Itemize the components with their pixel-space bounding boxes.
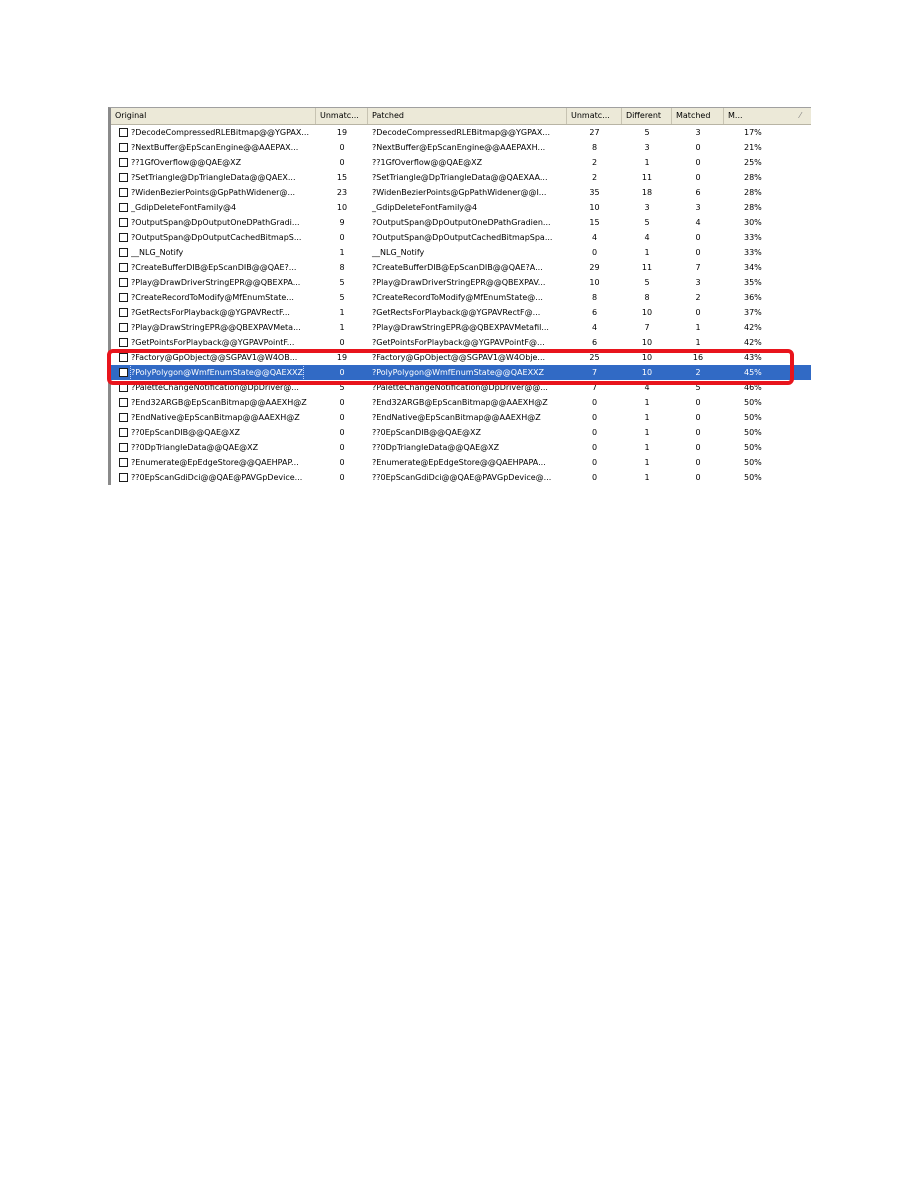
original-function-name: ?GetRectsForPlayback@@YGPAVRectF...: [131, 308, 290, 317]
patched-function-cell: ??1GfOverflow@@QAE@XZ: [372, 158, 483, 167]
original-function-name: ?PolyPolygon@WmfEnumState@@QAEXXZ: [131, 365, 303, 380]
row-checkbox[interactable]: [119, 293, 128, 302]
matched-cell: 0: [695, 233, 701, 242]
patched-function-cell: ?PolyPolygon@WmfEnumState@@QAEXXZ: [372, 368, 545, 377]
patched-function-cell: ?CreateBufferDIB@EpScanDIB@@QAE?A...: [372, 263, 543, 272]
original-function-name: ?OutputSpan@DpOutputOneDPathGradi...: [131, 218, 300, 227]
match-percent-cell: 50%: [744, 443, 762, 452]
table-row[interactable]: [111, 230, 811, 245]
table-row[interactable]: [111, 440, 811, 455]
unmatched-original-cell: 8: [339, 263, 345, 272]
different-cell: 4: [644, 383, 650, 392]
patched-function-cell: ??0DpTriangleData@@QAE@XZ: [372, 443, 500, 452]
patched-function-cell: ?WidenBezierPoints@GpPathWidener@@I...: [372, 188, 547, 197]
original-function-name: ??1GfOverflow@@QAE@XZ: [131, 158, 242, 167]
unmatched-original-cell: 0: [339, 428, 345, 437]
unmatched-patched-cell: 8: [591, 143, 598, 152]
list-body: [111, 125, 811, 485]
row-checkbox[interactable]: [119, 248, 128, 257]
table-row[interactable]: [111, 470, 811, 485]
original-function-cell: [111, 140, 316, 155]
match-percent-cell: 46%: [744, 383, 762, 392]
row-checkbox[interactable]: [119, 158, 128, 167]
original-function-cell: [111, 470, 316, 485]
row-checkbox[interactable]: [119, 323, 128, 332]
different-cell: 1: [644, 473, 650, 482]
different-cell: 10: [641, 338, 653, 347]
column-header-patched[interactable]: Patched: [368, 108, 567, 124]
matched-cell: 0: [695, 413, 701, 422]
unmatched-original-cell: 0: [339, 158, 345, 167]
unmatched-patched-cell: 2: [591, 173, 598, 182]
match-percent-cell: 36%: [744, 293, 762, 302]
match-percent-cell: 33%: [744, 233, 762, 242]
original-function-cell: [111, 185, 316, 200]
matched-cell: 16: [692, 353, 704, 362]
match-percent-cell: 17%: [744, 128, 762, 137]
original-function-cell: [111, 155, 316, 170]
original-function-name: ??0EpScanGdiDci@@QAE@PAVGpDevice...: [131, 473, 303, 482]
table-row[interactable]: [111, 140, 811, 155]
different-cell: 10: [641, 368, 653, 377]
row-checkbox[interactable]: [119, 368, 128, 377]
column-header-match-percent-label: M...: [728, 111, 743, 120]
different-cell: 11: [641, 173, 653, 182]
table-row-selected[interactable]: [111, 365, 811, 380]
unmatched-original-cell: 0: [339, 398, 345, 407]
matched-cell: 0: [695, 308, 701, 317]
original-function-cell: [111, 290, 316, 305]
matched-cell: 5: [695, 383, 701, 392]
matched-cell: 0: [695, 398, 701, 407]
unmatched-patched-cell: 0: [591, 473, 598, 482]
different-cell: 5: [644, 128, 650, 137]
original-function-cell: [111, 395, 316, 410]
original-function-name: ?CreateBufferDIB@EpScanDIB@@QAE?...: [131, 263, 297, 272]
unmatched-patched-cell: 25: [589, 353, 600, 362]
patched-function-cell: ?GetRectsForPlayback@@YGPAVRectF@...: [372, 308, 541, 317]
unmatched-original-cell: 0: [339, 458, 345, 467]
patched-function-cell: ?OutputSpan@DpOutputCachedBitmapSpa...: [372, 233, 553, 242]
original-function-cell: [111, 365, 316, 380]
matched-cell: 0: [695, 173, 701, 182]
patched-function-cell: ?End32ARGB@EpScanBitmap@@AAEXH@Z: [372, 398, 548, 407]
unmatched-original-cell: 19: [336, 128, 348, 137]
row-checkbox[interactable]: [119, 188, 128, 197]
original-function-name: ?Factory@GpObject@@SGPAV1@W4OB...: [131, 353, 298, 362]
original-function-name: ?End32ARGB@EpScanBitmap@@AAEXH@Z: [131, 398, 307, 407]
patched-function-cell: ?Enumerate@EpEdgeStore@@QAEHPAPA...: [372, 458, 546, 467]
original-function-name: ?CreateRecordToModify@MfEnumState...: [131, 293, 294, 302]
different-cell: 1: [644, 428, 650, 437]
unmatched-original-cell: 0: [339, 413, 345, 422]
original-function-cell: [111, 200, 316, 215]
unmatched-patched-cell: 0: [591, 413, 598, 422]
unmatched-original-cell: 0: [339, 443, 345, 452]
patched-function-cell: __NLG_Notify: [372, 248, 425, 257]
different-cell: 1: [644, 248, 650, 257]
table-row[interactable]: [111, 290, 811, 305]
matched-cell: 7: [695, 263, 701, 272]
original-function-cell: [111, 350, 316, 365]
table-row[interactable]: [111, 305, 811, 320]
different-cell: 5: [644, 278, 650, 287]
different-cell: 1: [644, 443, 650, 452]
table-row[interactable]: [111, 260, 811, 275]
different-cell: 7: [644, 323, 650, 332]
patched-function-cell: ?CreateRecordToModify@MfEnumState@...: [372, 293, 543, 302]
original-function-name: ??0EpScanDIB@@QAE@XZ: [131, 428, 240, 437]
original-function-cell: [111, 335, 316, 350]
match-percent-cell: 50%: [744, 458, 762, 467]
different-cell: 1: [644, 398, 650, 407]
match-percent-cell: 35%: [744, 278, 762, 287]
original-function-cell: [111, 410, 316, 425]
table-row[interactable]: [111, 410, 811, 425]
original-function-name: ?GetPointsForPlayback@@YGPAVPointF...: [131, 338, 295, 347]
match-percent-cell: 42%: [744, 338, 762, 347]
original-function-name: ??0DpTriangleData@@QAE@XZ: [131, 443, 259, 452]
matched-cell: 0: [695, 443, 701, 452]
different-cell: 1: [644, 458, 650, 467]
matched-cell: 1: [695, 338, 701, 347]
unmatched-original-cell: 5: [339, 383, 345, 392]
unmatched-patched-cell: 6: [591, 338, 598, 347]
matched-cell: 3: [695, 278, 701, 287]
table-row[interactable]: [111, 185, 811, 200]
match-percent-cell: 30%: [744, 218, 762, 227]
different-cell: 10: [641, 353, 653, 362]
unmatched-patched-cell: 15: [589, 218, 600, 227]
row-checkbox[interactable]: [119, 353, 128, 362]
matched-cell: 3: [695, 203, 701, 212]
matched-cell: 4: [695, 218, 701, 227]
unmatched-patched-cell: 35: [589, 188, 600, 197]
unmatched-patched-cell: 27: [589, 128, 600, 137]
different-cell: 3: [644, 143, 650, 152]
unmatched-original-cell: 15: [336, 173, 348, 182]
different-cell: 10: [641, 308, 653, 317]
original-function-name: ?EndNative@EpScanBitmap@@AAEXH@Z: [131, 413, 300, 422]
row-checkbox[interactable]: [119, 278, 128, 287]
unmatched-patched-cell: 0: [591, 248, 598, 257]
match-percent-cell: 25%: [744, 158, 762, 167]
patched-function-cell: ?Factory@GpObject@@SGPAV1@W4Obje...: [372, 353, 546, 362]
matched-cell: 0: [695, 458, 701, 467]
match-percent-cell: 28%: [744, 173, 762, 182]
original-function-cell: [111, 455, 316, 470]
patched-function-cell: ?SetTriangle@DpTriangleData@@QAEXAA...: [372, 173, 548, 182]
unmatched-original-cell: 5: [339, 278, 345, 287]
table-row[interactable]: [111, 170, 811, 185]
match-percent-cell: 28%: [744, 188, 762, 197]
match-percent-cell: 21%: [744, 143, 762, 152]
table-row[interactable]: [111, 275, 811, 290]
original-function-name: __NLG_Notify: [131, 248, 184, 257]
row-checkbox[interactable]: [119, 263, 128, 272]
row-checkbox[interactable]: [119, 458, 128, 467]
unmatched-patched-cell: 6: [591, 308, 598, 317]
column-header-unmatched-patched[interactable]: Unmatc...: [567, 108, 622, 124]
different-cell: 5: [644, 218, 650, 227]
original-function-name: ?Play@DrawDriverStringEPR@@QBEXPA...: [131, 278, 301, 287]
different-cell: 1: [644, 158, 650, 167]
table-row[interactable]: [111, 155, 811, 170]
unmatched-patched-cell: 8: [591, 293, 598, 302]
match-percent-cell: 50%: [744, 428, 762, 437]
unmatched-original-cell: 10: [336, 203, 348, 212]
row-checkbox[interactable]: [119, 173, 128, 182]
original-function-cell: [111, 245, 316, 260]
original-function-name: ?OutputSpan@DpOutputCachedBitmapS...: [131, 233, 302, 242]
table-row[interactable]: [111, 320, 811, 335]
patched-function-cell: ??0EpScanGdiDci@@QAE@PAVGpDevice@...: [372, 473, 552, 482]
original-function-name: ?Enumerate@EpEdgeStore@@QAEHPAP...: [131, 458, 299, 467]
different-cell: 11: [641, 263, 653, 272]
function-match-list[interactable]: [108, 107, 811, 485]
different-cell: 8: [644, 293, 650, 302]
column-header-match-percent[interactable]: [724, 108, 811, 124]
different-cell: 4: [644, 233, 650, 242]
unmatched-patched-cell: 2: [591, 158, 598, 167]
row-checkbox[interactable]: [119, 413, 128, 422]
table-row[interactable]: [111, 395, 811, 410]
matched-cell: 6: [695, 188, 701, 197]
different-cell: 1: [644, 413, 650, 422]
unmatched-patched-cell: 7: [591, 368, 598, 377]
unmatched-patched-cell: 4: [591, 233, 598, 242]
column-header-original[interactable]: Original: [111, 108, 316, 124]
row-checkbox[interactable]: [119, 308, 128, 317]
unmatched-original-cell: 19: [336, 353, 348, 362]
match-percent-cell: 50%: [744, 473, 762, 482]
row-checkbox[interactable]: [119, 428, 128, 437]
unmatched-patched-cell: 4: [591, 323, 598, 332]
match-percent-cell: 42%: [744, 323, 762, 332]
unmatched-patched-cell: 0: [591, 458, 598, 467]
table-row[interactable]: [111, 125, 811, 140]
patched-function-cell: ?DecodeCompressedRLEBitmap@@YGPAX...: [372, 128, 551, 137]
match-percent-cell: 28%: [744, 203, 762, 212]
matched-cell: 0: [695, 428, 701, 437]
unmatched-original-cell: 0: [339, 368, 345, 377]
match-percent-cell: 43%: [744, 353, 762, 362]
unmatched-original-cell: 5: [339, 293, 345, 302]
original-function-cell: [111, 440, 316, 455]
row-checkbox[interactable]: [119, 383, 128, 392]
original-function-cell: [111, 125, 316, 140]
original-function-name: _GdipDeleteFontFamily@4: [131, 203, 237, 212]
unmatched-patched-cell: 7: [591, 383, 598, 392]
patched-function-cell: ?NextBuffer@EpScanEngine@@AAEPAXH...: [372, 143, 546, 152]
unmatched-patched-cell: 10: [589, 278, 600, 287]
matched-cell: 0: [695, 158, 701, 167]
original-function-cell: [111, 320, 316, 335]
original-function-cell: [111, 305, 316, 320]
original-function-name: ?Play@DrawStringEPR@@QBEXPAVMeta...: [131, 323, 301, 332]
row-checkbox[interactable]: [119, 473, 128, 482]
table-row[interactable]: [111, 245, 811, 260]
patched-function-cell: ?OutputSpan@DpOutputOneDPathGradien...: [372, 218, 551, 227]
unmatched-original-cell: 1: [339, 308, 345, 317]
row-checkbox[interactable]: [119, 143, 128, 152]
original-function-cell: [111, 215, 316, 230]
match-percent-cell: 50%: [744, 413, 762, 422]
row-checkbox[interactable]: [119, 398, 128, 407]
matched-cell: 0: [695, 143, 701, 152]
patched-function-cell: _GdipDeleteFontFamily@4: [372, 203, 478, 212]
original-function-cell: [111, 425, 316, 440]
matched-cell: 3: [695, 128, 701, 137]
list-header: [111, 108, 811, 125]
unmatched-original-cell: 0: [339, 233, 345, 242]
unmatched-patched-cell: 10: [589, 203, 600, 212]
patched-function-cell: ?Play@DrawDriverStringEPR@@QBEXPAV...: [372, 278, 546, 287]
original-function-name: ?NextBuffer@EpScanEngine@@AAEPAX...: [131, 143, 299, 152]
table-row[interactable]: [111, 380, 811, 395]
matched-cell: 2: [695, 293, 701, 302]
row-checkbox[interactable]: [119, 128, 128, 137]
match-percent-cell: 33%: [744, 248, 762, 257]
unmatched-patched-cell: 0: [591, 398, 598, 407]
unmatched-original-cell: 1: [339, 248, 345, 257]
original-function-cell: [111, 380, 316, 395]
patched-function-cell: ?GetPointsForPlayback@@YGPAVPointF@...: [372, 338, 545, 347]
unmatched-original-cell: 9: [339, 218, 345, 227]
unmatched-original-cell: 1: [339, 323, 345, 332]
patched-function-cell: ??0EpScanDIB@@QAE@XZ: [372, 428, 481, 437]
unmatched-patched-cell: 29: [589, 263, 600, 272]
unmatched-original-cell: 0: [339, 143, 345, 152]
original-function-name: ?DecodeCompressedRLEBitmap@@YGPAX...: [131, 128, 310, 137]
matched-cell: 0: [695, 248, 701, 257]
row-checkbox[interactable]: [119, 443, 128, 452]
patched-function-cell: ?PaletteChangeNotification@DpDriver@@...: [372, 383, 548, 392]
original-function-name: ?PaletteChangeNotification@DpDriver@...: [131, 383, 299, 392]
original-function-cell: [111, 170, 316, 185]
row-checkbox[interactable]: [119, 338, 128, 347]
patched-function-cell: ?Play@DrawStringEPR@@QBEXPAVMetafil...: [372, 323, 549, 332]
patched-function-cell: ?EndNative@EpScanBitmap@@AAEXH@Z: [372, 413, 541, 422]
row-checkbox[interactable]: [119, 218, 128, 227]
match-percent-cell: 50%: [744, 398, 762, 407]
matched-cell: 0: [695, 473, 701, 482]
table-row[interactable]: [111, 455, 811, 470]
unmatched-original-cell: 23: [336, 188, 348, 197]
table-row[interactable]: [111, 200, 811, 215]
unmatched-patched-cell: 0: [591, 443, 598, 452]
original-function-name: ?SetTriangle@DpTriangleData@@QAEX...: [131, 173, 296, 182]
unmatched-patched-cell: 0: [591, 428, 598, 437]
original-function-cell: [111, 230, 316, 245]
different-cell: 18: [641, 188, 653, 197]
matched-cell: 1: [695, 323, 701, 332]
row-checkbox[interactable]: [119, 203, 128, 212]
match-percent-cell: 45%: [744, 368, 762, 377]
column-header-unmatched-original[interactable]: Unmatc...: [316, 108, 368, 124]
original-function-name: ?WidenBezierPoints@GpPathWidener@...: [131, 188, 296, 197]
table-row[interactable]: [111, 335, 811, 350]
column-header-different[interactable]: Different: [622, 108, 672, 124]
sort-ascending-icon: ⁄: [799, 111, 801, 120]
row-checkbox[interactable]: [119, 233, 128, 242]
table-row[interactable]: [111, 215, 811, 230]
table-row[interactable]: [111, 350, 811, 365]
original-function-cell: [111, 275, 316, 290]
match-percent-cell: 37%: [744, 308, 762, 317]
unmatched-original-cell: 0: [339, 338, 345, 347]
table-row[interactable]: [111, 425, 811, 440]
unmatched-original-cell: 0: [339, 473, 345, 482]
original-function-cell: [111, 260, 316, 275]
match-percent-cell: 34%: [744, 263, 762, 272]
column-header-matched[interactable]: Matched: [672, 108, 724, 124]
matched-cell: 2: [695, 368, 701, 377]
different-cell: 3: [644, 203, 650, 212]
